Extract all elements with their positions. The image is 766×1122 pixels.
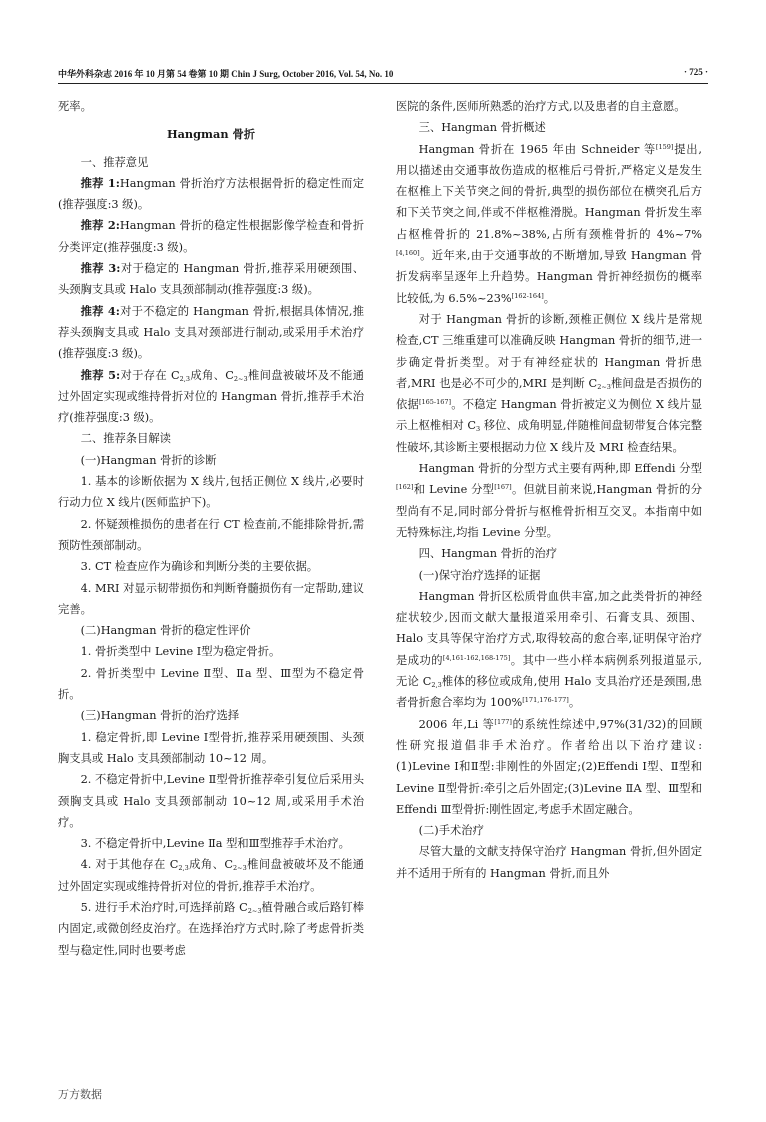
diagnosis-item-2: 2. 怀疑颈椎损伤的患者在行 CT 检查前,不能排除骨折,需预防性颈部制动。 — [58, 517, 364, 552]
text: 椎间盘被破坏及不能通过外固定实现或维持骨折对位的骨折,推荐手术治疗。 — [58, 858, 364, 893]
subscript: 2,3 — [431, 681, 442, 690]
watermark-text: 万方数据 — [58, 1088, 102, 1101]
diagnosis-item-1: 1. 基本的诊断依据为 X 线片,包括正侧位 X 线片,必要时行动力位 X 线片(医师监护下)。 — [58, 475, 364, 510]
subscript: 2~3 — [233, 864, 247, 873]
diagnosis-item-3: 3. CT 检查应作为确诊和判断分类的主要依据。 — [80, 560, 319, 574]
citation: [167] — [494, 483, 512, 492]
treatment-item-4 — [58, 854, 364, 897]
overview-paragraph-1 — [396, 139, 702, 309]
heading-recommendations: 一、推荐意见 — [80, 155, 149, 169]
recommendation-3 — [58, 258, 364, 301]
surgical-paragraph-1: 尽管大量的文献支持保守治疗 Hangman 骨折,但外固定并不适用于所有的 Hangman 骨折,而且外 — [396, 845, 702, 880]
section-title: Hangman 骨折 — [166, 127, 256, 142]
recommendation-text: Hangman 骨折治疗方法根据骨折的稳定性而定(推荐强度:3 级)。 — [58, 176, 364, 212]
citation: [165-167] — [418, 398, 452, 407]
recommendation-2 — [58, 215, 364, 258]
recommendation-1 — [58, 173, 364, 216]
subscript: 2~3 — [233, 374, 248, 383]
text: 椎间盘被破坏及不能通过外固定实现或维持骨折对位的 Hangman 骨折,推荐手术治疗(推荐强度:3 级)。 — [58, 368, 364, 425]
subheading-stability: (二)Hangman 骨折的稳定性评价 — [80, 624, 251, 638]
right-column — [396, 96, 702, 884]
text: Hangman 骨折区松质骨血供丰富,加之此类骨折的神经症状较少,因而文献大量报道采用牵引、石膏支具、颈围、Halo 支具等保守治疗方式,取得较高的愈合率,证明保守治疗是成功的 — [396, 589, 702, 667]
heading-treatment: 四、Hangman 骨折的治疗 — [418, 547, 558, 561]
running-header — [58, 67, 708, 81]
treatment-item-3: 3. 不稳定骨折中,Levine Ⅱa 型和Ⅲ型推荐手术治疗。 — [80, 837, 350, 851]
text: 。不稳定 Hangman 骨折被定义为侧位 X 线片显示上枢椎相对 C — [396, 398, 702, 433]
text: Hangman 骨折在 1965 年由 Schneider 等 — [418, 142, 656, 156]
heading-interpretation: 二、推荐条目解读 — [80, 432, 171, 446]
stability-item-2: 2. 骨折类型中 Levine Ⅱ型、Ⅱa 型、Ⅲ型为不稳定骨折。 — [58, 666, 364, 702]
citation: [171,176-177] — [522, 696, 569, 705]
text: 提出,用以描述由交通事故伤造成的枢椎后弓骨折,严格定义是发生在枢椎上下关节突之间的骨折,典型的损伤部位在横突孔后方和下关节突之间,伴或不伴枢椎滑脱。Hangman 骨折发生率占枢椎骨折的 21.8%~38%,占所有颈椎骨折的 4%~7% — [396, 142, 702, 241]
recommendation-label: 推荐 3: — [80, 261, 121, 276]
subscript: 2,3 — [178, 864, 189, 873]
text: 成角、C — [188, 858, 233, 872]
treatment-item-5 — [58, 897, 364, 961]
text: 椎间盘是否损伤的依据 — [396, 376, 702, 412]
recommendation-text: 对于不稳定的 Hangman 骨折,根据具体情况,推荐头颈胸支具或 Halo 支具对颈部进行制动,或采用手术治疗(推荐强度:3 级)。 — [58, 304, 365, 361]
citation: [177] — [494, 717, 512, 726]
subheading-diagnosis: (一)Hangman 骨折的诊断 — [80, 453, 217, 467]
recommendation-text: 对于稳定的 Hangman 骨折,推荐采用硬颈围、头颈胸支具或 Halo 支具颈部制动(推荐强度:3 级)。 — [58, 262, 365, 297]
text: 植骨融合或后路钉棒内固定,或微创经皮治疗。在选择治疗方式时,除了考虑骨折类型与稳定性,同时也要考虑 — [58, 900, 364, 957]
text: 。但就目前来说,Hangman 骨折的分型尚有不足,同时部分骨折与枢椎骨折相互交叉。本指南中如无特殊标注,均指 Levine 分型。 — [396, 483, 702, 539]
subscript: 2~3 — [247, 906, 262, 915]
text: 和 Levine 分型 — [413, 483, 495, 497]
citation: [4,160] — [396, 249, 420, 258]
text: 移位、成角明显,伴随椎间盘韧带复合体完整性破坏,其诊断主要根据动力位 X 线片及 MRI 检查结果。 — [396, 419, 702, 454]
text: 。 — [543, 291, 556, 305]
recommendation-label: 推荐 4: — [80, 303, 120, 318]
citation: [4,161-162,168-175] — [442, 653, 511, 662]
text: 。 — [568, 696, 581, 710]
page-number: · 725 · — [683, 67, 708, 77]
subscript: 3 — [476, 425, 481, 434]
subheading-conservative: (一)保守治疗选择的证据 — [418, 568, 541, 582]
text: 对于 Hangman 骨折的诊断,颈椎正侧位 X 线片是常规检查,CT 三维重建可以准确反映 Hangman 骨折的细节,进一步确定骨折类型。对于有神经症状的 Hangman 骨折患者,MRI 也是必不可少的,MRI 是判断 C — [396, 312, 702, 390]
subscript: 2,3 — [179, 374, 190, 383]
treatment-item-1: 1. 稳定骨折,即 Levine Ⅰ型骨折,推荐采用硬颈围、头颈胸支具或 Halo 支具颈部制动 10~12 周。 — [58, 730, 364, 765]
treatment-item-2: 2. 不稳定骨折中,Levine Ⅱ型骨折推荐牵引复位后采用头颈胸支具或 Halo 支具颈部制动 10~12 周,或采用手术治疗。 — [58, 773, 364, 829]
citation: [159] — [655, 142, 674, 151]
recommendation-4 — [58, 301, 364, 365]
text: 对于存在 C — [120, 368, 180, 382]
citation: [162] — [396, 483, 414, 492]
header-rule — [58, 83, 708, 84]
left-column — [58, 96, 364, 961]
conservative-paragraph-2 — [396, 714, 702, 820]
citation: [162-164] — [511, 291, 544, 300]
heading-overview: 三、Hangman 骨折概述 — [418, 121, 546, 135]
recommendation-label: 推荐 2: — [80, 218, 120, 233]
text: 2006 年,Li 等 — [418, 717, 495, 731]
journal-citation: 中华外科杂志 2016 年 10 月第 54 卷第 10 期 Chin J Surg, October 2016, Vol. 54, No. 10 — [58, 69, 394, 79]
paragraph-continued: 医院的条件,医师所熟悉的治疗方式,以及患者的自主意愿。 — [396, 100, 686, 113]
text: 。近年来,由于交通事故的不断增加,导致 Hangman 骨折发病率呈逐年上升趋势。Hangman 骨折神经损伤的概率比较低,为 6.5%~23% — [396, 249, 702, 305]
overview-paragraph-2 — [396, 309, 702, 458]
text: 成角、C — [189, 368, 234, 382]
stability-item-1: 1. 骨折类型中 Levine Ⅰ型为稳定骨折。 — [80, 645, 281, 659]
overview-paragraph-3 — [396, 458, 702, 543]
conservative-paragraph-1 — [396, 586, 702, 714]
subheading-surgical: (二)手术治疗 — [418, 824, 484, 838]
text: 。其中一些小样本病例系列报道显示,无论 C — [396, 653, 702, 689]
text: 的系统性综述中,97%(31/32)的回顾性研究报道倡非手术治疗。作者给出以下治疗建议:(1)Levine Ⅰ和Ⅱ型:非刚性的外固定;(2)Effendi Ⅰ型、Ⅱ型和 Levine Ⅱ型骨折:牵引之后外固定;(3)Levine ⅡA 型、Ⅲ型和 Effendi Ⅲ型骨折:刚性固定,考虑手术固定融合。 — [396, 717, 703, 816]
text: 椎体的移位或成角,使用 Halo 支具治疗还是颈围,患者骨折愈合率均为 100% — [396, 675, 702, 710]
recommendation-label: 推荐 1: — [80, 175, 120, 190]
recommendation-5 — [58, 365, 364, 429]
recommendation-text: Hangman 骨折的稳定性根据影像学检查和骨折分类评定(推荐强度:3 级)。 — [58, 219, 364, 254]
subscript: 2~3 — [597, 382, 611, 391]
paragraph-continued: 死率。 — [58, 100, 92, 113]
subheading-treatment-choice: (三)Hangman 骨折的治疗选择 — [80, 709, 240, 723]
text: 4. 对于其他存在 C — [80, 858, 179, 872]
text: 5. 进行手术治疗时,可选择前路 C — [80, 900, 248, 914]
diagnosis-item-4: 4. MRI 对显示韧带损伤和判断脊髓损伤有一定帮助,建议完善。 — [58, 581, 364, 616]
recommendation-label: 推荐 5: — [80, 367, 121, 382]
text: Hangman 骨折的分型方式主要有两种,即 Effendi 分型 — [418, 462, 702, 476]
